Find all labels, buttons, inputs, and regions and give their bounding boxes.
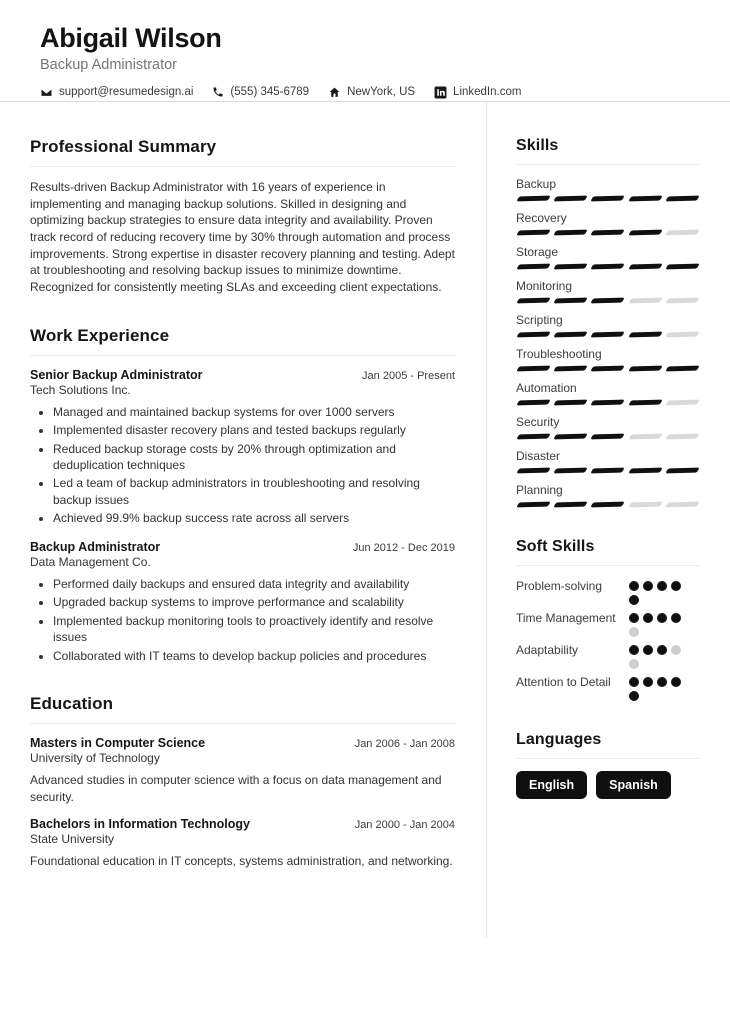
contact-row [40, 86, 700, 99]
linkedin-icon [434, 86, 447, 99]
job-bullet: • Managed and maintained backup systems for over 1000 servers [53, 404, 455, 420]
skill-bar-segment [591, 196, 626, 202]
education-description: Foundational education in IT concepts, systems administration, and networking. [30, 854, 453, 869]
soft-skill-dot [629, 659, 639, 669]
school-name: University of Technology [30, 750, 160, 765]
job-title: Senior Backup Administrator [30, 367, 203, 382]
skill-bar-segment [516, 502, 551, 508]
soft-skill-label: Problem-solving [516, 579, 603, 593]
job-bullet-list [30, 404, 455, 527]
skill-bar-segment [628, 400, 663, 406]
soft-skill-row [516, 610, 700, 637]
soft-skills-heading: Soft Skills [516, 538, 700, 566]
skill-bar-segment [516, 196, 551, 202]
email-icon [40, 86, 53, 99]
job-bullet-list [30, 576, 455, 664]
skill-label: Planning [516, 483, 563, 497]
skill-bar-segment [591, 366, 626, 372]
soft-skill-dot [643, 645, 653, 655]
skill-bar-segment [516, 264, 551, 270]
skill-level-bar [516, 399, 700, 406]
skill-bar-segment [628, 332, 663, 338]
skill-bar-segment [516, 332, 551, 338]
skill-bar-segment [628, 434, 663, 440]
soft-skill-label: Time Management [516, 611, 616, 625]
skill-label: Disaster [516, 449, 561, 463]
skill-level-bar [516, 501, 700, 508]
skill-bar-segment [553, 332, 588, 338]
skill-bar-segment [553, 468, 588, 474]
job-bullet: • Achieved 99.9% backup success rate across all servers [53, 510, 455, 526]
job-bullet: • Reduced backup storage costs by 20% through optimization and deduplication techniques [53, 441, 455, 474]
skill-level-bar [516, 263, 700, 270]
soft-skill-dot-rating [629, 578, 687, 605]
job-entry [30, 540, 455, 664]
soft-skill-dot [657, 613, 667, 623]
skill-label: Troubleshooting [516, 347, 602, 361]
skill-label: Recovery [516, 211, 567, 225]
section-soft-skills [516, 538, 700, 701]
skill-row [516, 483, 700, 508]
skill-bar-segment [665, 264, 700, 270]
soft-skill-dot [643, 581, 653, 591]
section-education [30, 694, 455, 870]
skill-row [516, 245, 700, 270]
skill-row [516, 449, 700, 474]
home-icon [328, 86, 341, 99]
skill-bar-segment [665, 298, 700, 304]
skill-level-bar [516, 467, 700, 474]
skill-bar-segment [591, 264, 626, 270]
soft-skill-dot-rating [629, 642, 687, 669]
soft-skill-dot [629, 595, 639, 605]
skill-bar-segment [591, 468, 626, 474]
soft-skill-dot [629, 627, 639, 637]
soft-skill-dot [657, 581, 667, 591]
job-bullet: • Implemented disaster recovery plans and tested backups regularly [53, 422, 455, 438]
soft-skill-label: Adaptability [516, 643, 579, 657]
contact-item-email[interactable] [40, 86, 193, 99]
soft-skill-row [516, 674, 700, 701]
soft-skill-dot [671, 677, 681, 687]
soft-skill-dot [657, 645, 667, 655]
skill-label: Backup [516, 177, 557, 191]
skill-row [516, 313, 700, 338]
soft-skill-dot [629, 645, 639, 655]
soft-skill-dot [629, 677, 639, 687]
skill-bar-segment [553, 502, 588, 508]
school-name: State University [30, 832, 115, 847]
skill-bar-segment [665, 230, 700, 236]
skill-label: Scripting [516, 313, 563, 327]
contact-text: LinkedIn.com [453, 86, 522, 99]
education-entry [30, 736, 455, 805]
skill-level-bar [516, 433, 700, 440]
soft-skill-dot [643, 677, 653, 687]
skill-label: Automation [516, 381, 577, 395]
soft-skill-label: Attention to Detail [516, 675, 611, 689]
skill-bar-segment [628, 502, 663, 508]
skill-bar-segment [553, 264, 588, 270]
soft-skill-dot [671, 613, 681, 623]
job-bullet: • Collaborated with IT teams to develop backup policies and procedures [53, 648, 455, 664]
skill-bar-segment [553, 434, 588, 440]
section-languages [516, 731, 700, 799]
skills-list [516, 177, 700, 508]
skill-level-bar [516, 229, 700, 236]
skill-bar-segment [665, 196, 700, 202]
skill-bar-segment [591, 502, 626, 508]
degree-title: Bachelors in Information Technology [30, 817, 250, 832]
skill-bar-segment [628, 468, 663, 474]
sidebar-column [486, 102, 700, 938]
skill-bar-segment [665, 434, 700, 440]
skill-bar-segment [553, 298, 588, 304]
skill-bar-segment [516, 230, 551, 236]
skill-bar-segment [553, 196, 588, 202]
skill-bar-segment [665, 332, 700, 338]
soft-skills-list [516, 578, 700, 701]
skill-bar-segment [591, 332, 626, 338]
skill-bar-segment [591, 434, 626, 440]
skill-row [516, 347, 700, 372]
skills-heading: Skills [516, 137, 700, 165]
language-pill-list [516, 771, 700, 799]
education-entry [30, 817, 455, 870]
skill-row [516, 381, 700, 406]
education-heading: Education [30, 694, 455, 724]
education-dates: Jan 2006 - Jan 2008 [354, 737, 455, 750]
education-list [30, 736, 455, 870]
skill-row [516, 279, 700, 304]
section-skills [516, 137, 700, 508]
job-company: Data Management Co. [30, 554, 151, 569]
section-professional-summary [30, 137, 455, 296]
skill-bar-segment [628, 366, 663, 372]
job-bullet: • Implemented backup monitoring tools to proactively identify and resolve issues [53, 613, 455, 646]
skill-bar-segment [553, 366, 588, 372]
skill-bar-segment [516, 366, 551, 372]
resume-header [0, 0, 730, 102]
main-column [30, 102, 455, 938]
skill-label: Security [516, 415, 560, 429]
soft-skill-dot-rating [629, 674, 687, 701]
summary-heading: Professional Summary [30, 137, 455, 167]
soft-skill-dot [671, 581, 681, 591]
skill-bar-segment [553, 400, 588, 406]
skill-bar-segment [591, 230, 626, 236]
contact-item-phone[interactable] [212, 86, 309, 98]
job-company: Tech Solutions Inc. [30, 382, 131, 397]
skill-bar-segment [628, 264, 663, 270]
soft-skill-dot [643, 613, 653, 623]
soft-skill-dot [629, 581, 639, 591]
soft-skill-dot [629, 613, 639, 623]
phone-icon [212, 86, 224, 98]
soft-skill-dot [671, 645, 681, 655]
skill-bar-segment [665, 468, 700, 474]
skill-row [516, 415, 700, 440]
skill-level-bar [516, 195, 700, 202]
contact-item-home[interactable] [328, 86, 415, 99]
degree-title: Masters in Computer Science [30, 735, 206, 750]
contact-text: (555) 345-6789 [230, 86, 310, 99]
soft-skill-dot-rating [629, 610, 687, 637]
contact-text: NewYork, US [347, 86, 416, 99]
skill-label: Storage [516, 245, 559, 259]
skill-row [516, 177, 700, 202]
skill-level-bar [516, 331, 700, 338]
skill-bar-segment [628, 196, 663, 202]
language-pill: English [516, 771, 587, 799]
job-bullet: • Led a team of backup administrators in troubleshooting and resolving backup issues [53, 475, 455, 508]
skill-bar-segment [628, 230, 663, 236]
job-entry [30, 368, 455, 527]
summary-text: Results-driven Backup Administrator with 16 years of experience in implementing and managing backup solutions. Skilled in designing and optimizing backup strategies to ensure data integrity and availability. Proven track record of reducing recovery time by 30% through automation and process improvements. Strong expertise in disaster recovery planning and testing. Adept at troubleshooting and resolving backup issues to minimize downtime. Recognized for consistently meeting SLAs and exceeding client expectations. [30, 180, 455, 295]
contact-item-linkedin[interactable] [434, 86, 521, 99]
job-list [30, 368, 455, 664]
skill-bar-segment [665, 502, 700, 508]
education-dates: Jan 2000 - Jan 2004 [354, 819, 455, 832]
job-dates: Jan 2005 - Present [362, 369, 455, 382]
experience-heading: Work Experience [30, 326, 455, 356]
skill-level-bar [516, 365, 700, 372]
person-job-title: Backup Administrator [40, 56, 178, 73]
skill-row [516, 211, 700, 236]
skill-bar-segment [591, 298, 626, 304]
skill-bar-segment [553, 230, 588, 236]
language-pill: Spanish [596, 771, 671, 799]
skill-bar-segment [516, 468, 551, 474]
soft-skill-row [516, 578, 700, 605]
job-bullet: • Performed daily backups and ensured data integrity and availability [53, 576, 455, 592]
education-description: Advanced studies in computer science with a focus on data management and security. [30, 772, 442, 804]
contact-text: support@resumedesign.ai [59, 86, 194, 99]
skill-bar-segment [516, 400, 551, 406]
skill-bar-segment [665, 366, 700, 372]
languages-heading: Languages [516, 731, 700, 759]
skill-label: Monitoring [516, 279, 573, 293]
job-bullet: • Upgraded backup systems to improve performance and scalability [53, 594, 455, 610]
skill-level-bar [516, 297, 700, 304]
resume-body [0, 102, 730, 938]
skill-bar-segment [665, 400, 700, 406]
soft-skill-dot [629, 691, 639, 701]
soft-skill-dot [657, 677, 667, 687]
skill-bar-segment [591, 400, 626, 406]
skill-bar-segment [516, 298, 551, 304]
job-title: Backup Administrator [30, 539, 161, 554]
skill-bar-segment [628, 298, 663, 304]
section-work-experience [30, 326, 455, 664]
skill-bar-segment [516, 434, 551, 440]
job-dates: Jun 2012 - Dec 2019 [352, 541, 455, 554]
soft-skill-row [516, 642, 700, 669]
person-name: Abigail Wilson [40, 23, 222, 53]
